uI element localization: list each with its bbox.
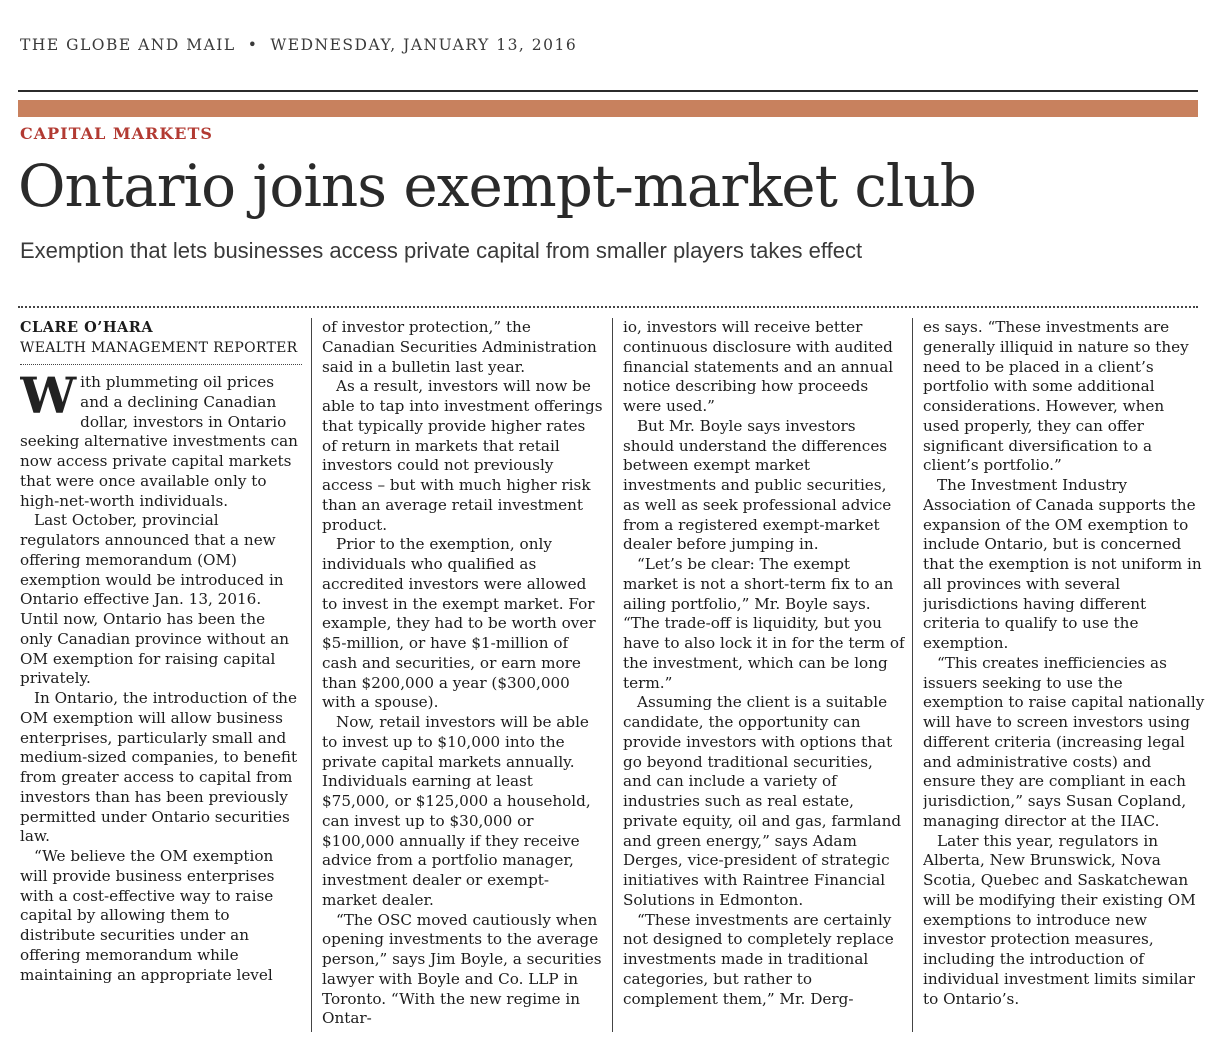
paragraph: “These investments are certainly not designed to completely replace investments made in traditional categories, but rather to complement them,” Mr. Derg- xyxy=(623,910,894,1008)
article-column-1 xyxy=(20,318,302,985)
masthead xyxy=(20,36,577,54)
masthead-separator: • xyxy=(247,36,259,54)
drop-cap: W xyxy=(20,366,77,425)
paragraph: “We believe the OM exemption will provide business enterprises with a cost-effective way to raise capital by allowing them to distribute securities under an offering memorandum while maintaining an appropriate level xyxy=(20,847,275,984)
paragraph xyxy=(20,366,302,511)
paragraph: “The OSC moved cautiously when opening investments to the average person,” says Jim Boyle, a securities lawyer with Boyle and Co. LLP in Toronto. “With the new regime in Ontar- xyxy=(322,910,602,1028)
section-color-band xyxy=(18,100,1198,117)
paragraph: As a result, investors will now be able to tap into investment offerings that typically provide higher rates of return in markets that retail investors could not previously access – but with much higher risk than an average retail investment product. xyxy=(322,377,603,534)
headline: Ontario joins exempt-market club xyxy=(18,152,976,220)
paragraph: es says. “These investments are generally illiquid in nature so they need to be placed in a client’s portfolio with some additional considerations. However, when used properly, they can offer significant diversification to a client’s portfolio.” xyxy=(923,318,1189,475)
paper-name: THE GLOBE AND MAIL xyxy=(20,36,236,54)
paragraph-text: ith plummeting oil prices and a declining Canadian dollar, investors in Ontario seeking alternative investments can now access private capital markets that were once available only to high-net-worth individuals. xyxy=(20,373,298,510)
top-rule xyxy=(18,90,1198,92)
dotted-divider xyxy=(18,306,1198,308)
paragraph: Last October, provincial regulators announced that a new offering memorandum (OM) exemption would be introduced in Ontario effective Jan. 13, 2016. Until now, Ontario has been the only Canadian province without an OM exemption for raising capital privately. xyxy=(20,511,290,688)
column-rule xyxy=(912,318,913,1032)
column-rule xyxy=(612,318,613,1032)
paragraph: Assuming the client is a suitable candidate, the opportunity can provide investors with options that go beyond traditional securities, and can include a variety of industries such as real estate, private equity, oil and gas, farmland and green energy,” says Adam Derges, vice-president of strategic initiatives with Raintree Financial Solutions in Edmonton. xyxy=(623,693,902,909)
section-label: CAPITAL MARKETS xyxy=(20,124,213,143)
paragraph: The Investment Industry Association of Canada supports the expansion of the OM exemption to include Ontario, but is concerned that the exemption is not uniform in all provinces with several jurisdictions having different criteria to qualify to use the exemption. xyxy=(923,476,1202,652)
paragraph: io, investors will receive better continuous disclosure with audited financial statements and an annual notice describing how proceeds were used.” xyxy=(623,318,894,415)
paragraph: “This creates inefficiencies as issuers seeking to use the exemption to raise capital nationally will have to screen investors using different criteria (increasing legal and administrative costs) and ensure they are compliant in each jurisdiction,” says Susan Copland, managing director at the IIAC. xyxy=(923,653,1205,830)
paragraph: Prior to the exemption, only individuals who qualified as accredited investors were allowed to invest in the exempt market. For example, they had to be worth over $5-million, or have $1-million of cash and securities, or earn more than $200,000 a year ($300,000 with a spouse). xyxy=(322,535,596,712)
article-column-2 xyxy=(322,318,604,1029)
column-rule xyxy=(311,318,312,1032)
byline-role: WEALTH MANAGEMENT REPORTER xyxy=(20,338,302,365)
byline-name: CLARE O’HARA xyxy=(20,319,154,336)
article-column-3 xyxy=(623,318,905,1009)
paragraph: of investor protection,” the Canadian Securities Administration said in a bulletin last year. xyxy=(322,318,597,376)
paragraph: In Ontario, the introduction of the OM exemption will allow business enterprises, particularly small and medium-sized companies, to benefit from greater access to capital from investors than has been previously permitted under Ontario securities law. xyxy=(20,689,298,846)
paragraph: But Mr. Boyle says investors should understand the differences between exempt market investments and public securities, as well as seek professional advice from a registered exempt-market dealer before jumping in. xyxy=(623,416,892,554)
article-column-4 xyxy=(923,318,1205,1009)
publication-date: WEDNESDAY, JANUARY 13, 2016 xyxy=(270,36,578,54)
paragraph: “Let’s be clear: The exempt market is not a short-term fix to an ailing portfolio,” Mr. Boyle says. “The trade-off is liquidity, but you have to also lock it in for the term of the investment, which can be long term.” xyxy=(623,555,905,692)
subheadline: Exemption that lets businesses access private capital from smaller players takes effect xyxy=(20,238,863,263)
paragraph: Later this year, regulators in Alberta, New Brunswick, Nova Scotia, Quebec and Saskatchewan will be modifying their existing OM exemptions to introduce new investor protection measures, including the introduction of individual investment limits similar to Ontario’s. xyxy=(923,831,1196,1008)
paragraph: Now, retail investors will be able to invest up to $10,000 into the private capital markets annually. Individuals earning at least $75,000, or $125,000 a household, can invest up to $30,000 or $100,000 annually if they receive advice from a portfolio manager, investment dealer or exempt-market dealer. xyxy=(322,713,591,909)
